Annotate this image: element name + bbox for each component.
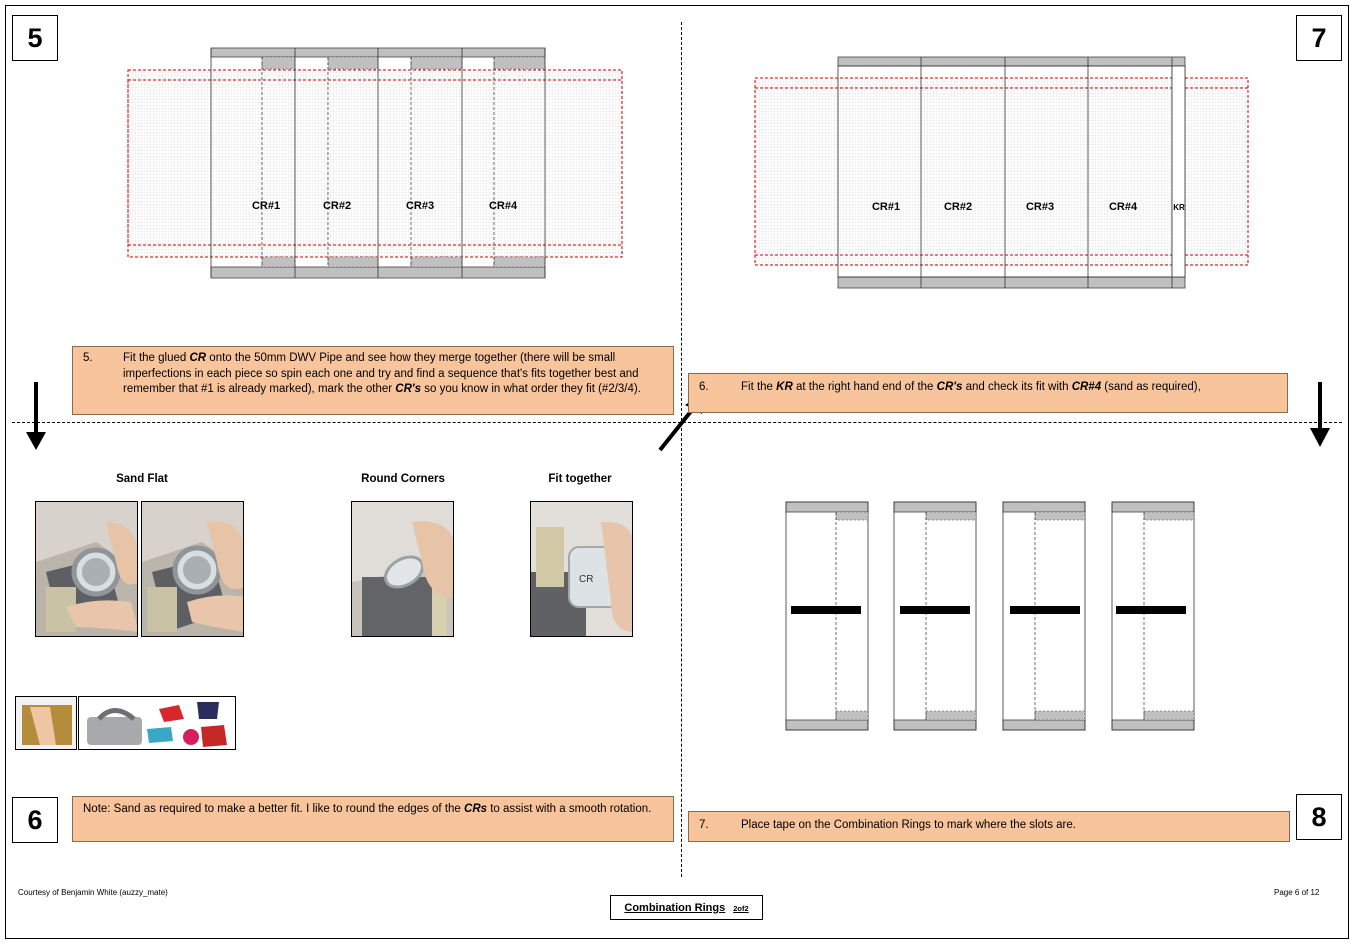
note-step-7-number: 7.: [699, 819, 709, 831]
note-step-5: [72, 346, 674, 415]
ring-slot-2: [894, 502, 976, 730]
caption-round-corners: Round Corners: [361, 473, 445, 485]
label-left-cr3: CR#3: [405, 200, 435, 212]
note-step-6-number: 6.: [699, 381, 709, 393]
ring-slot-diagrams: [786, 502, 1194, 730]
photo-power-sanders: [78, 696, 236, 750]
ring-slot-4: [1112, 502, 1194, 730]
label-right-cr4: CR#4: [1108, 201, 1138, 213]
photo-sand-flat-2: [141, 501, 244, 637]
svg-text:CR: CR: [579, 574, 594, 585]
photo-fit-together: [530, 501, 633, 637]
note-sanding: [72, 796, 674, 842]
note-sanding-text: Note: Sand as required to make a better fit. I like to round the edges of the CRs to assist with a smooth rotation.: [83, 803, 652, 815]
photo-sanding-block: [15, 696, 77, 750]
arrow-down-icon: [26, 382, 46, 450]
caption-sand-flat: Sand Flat: [116, 473, 168, 485]
left-template-diagram: [128, 48, 622, 278]
footer-title: Combination Rings: [624, 902, 726, 914]
label-right-cr2: CR#2: [943, 201, 973, 213]
footer-title-box: [610, 895, 763, 920]
label-left-cr4: CR#4: [488, 200, 518, 212]
note-step-5-text: Fit the glued CR onto the 50mm DWV Pipe and see how they merge together (there will be small imperfections in each piece so spin each one and try and find a sequence that's fits together best and remember that #1 is already marked), mark the other CR's so you know in what order they fit (#2/3/4).: [123, 352, 641, 395]
ring-slot-1: [786, 502, 868, 730]
step-number-8: 8: [1296, 794, 1342, 840]
label-left-cr2: CR#2: [322, 200, 352, 212]
label-right-cr1: CR#1: [871, 201, 901, 213]
note-step-6: [688, 373, 1288, 413]
right-template-diagram: [755, 57, 1248, 288]
caption-fit-together: Fit together: [548, 473, 612, 485]
step-number-5: 5: [12, 15, 58, 61]
step-number-7: 7: [1296, 15, 1342, 61]
label-left-cr1: CR#1: [251, 200, 281, 212]
photo-round-corners: [351, 501, 454, 637]
footer-courtesy: Courtesy of Benjamin White (auzzy_mate): [18, 888, 168, 897]
label-right-cr3: CR#3: [1025, 201, 1055, 213]
arrow-down-icon: [1310, 382, 1330, 447]
footer-page-number: Page 6 of 12: [1274, 888, 1320, 897]
note-step-7-text: Place tape on the Combination Rings to mark where the slots are.: [741, 819, 1076, 831]
note-step-5-number: 5.: [83, 352, 93, 364]
step-number-6: 6: [12, 797, 58, 843]
photo-sand-flat-1: [35, 501, 138, 637]
ring-slot-3: [1003, 502, 1085, 730]
note-step-7: [688, 811, 1290, 842]
label-right-kr: KR: [1173, 203, 1185, 212]
footer-title-sub: 2of2: [733, 904, 749, 913]
note-step-6-text: Fit the KR at the right hand end of the CR's and check its fit with CR#4 (sand as required),: [741, 381, 1201, 393]
